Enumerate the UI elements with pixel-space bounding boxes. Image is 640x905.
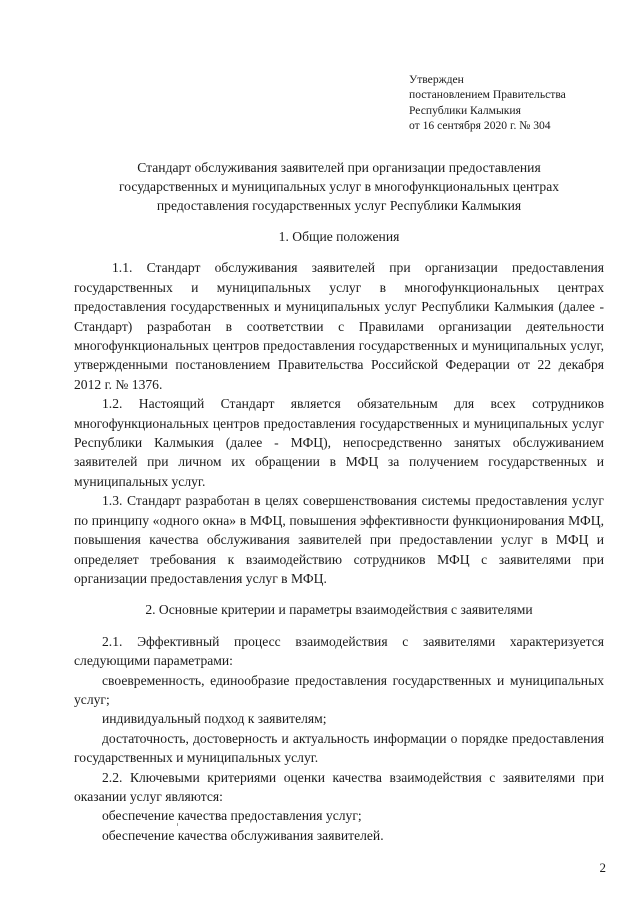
list-item-timeliness: своевременность, единообразие предоставления государственных и муниципальных услуг; [74,672,604,707]
approval-line-date: от 16 сентября 2020 г. № 304 [409,119,551,133]
list-item-information: достаточность, достоверность и актуальность информации о порядке предоставления государственных и муниципальных услуг. [74,730,604,766]
list-item-individual-approach: индивидуальный подход к заявителям; [102,711,327,727]
list-item-customer-quality: обеспечение качества обслуживания заявителей. [102,827,384,843]
paragraph-1-1: 1.1. Стандарт обслуживания заявителей при организации предоставления государственных и муниципальных услуг в многофункциональных центрах предоставления государственных и муниципальных услуг Республики Калмыкия (далее - Стандарт) разработан в соответствии с Правилами организации деятельности многофункциональных центров предоставления государственных и муниципальных услуг, утвержденными постановлением Правительства Российской Федерации от 22 декабря 2012 г. № 1376. [74,260,604,392]
approval-line-approved: Утвержден [409,73,464,86]
section-2-heading: 2. Основные критерии и параметры взаимодействия с заявителями [145,602,533,618]
approval-block [409,72,566,134]
section-1-heading: 1. Общие положения [278,229,400,244]
title-line-3: предоставления государственных услуг Республики Калмыкия [156,198,522,213]
title-line-1: Стандарт обслуживания заявителей при организации предоставления [137,160,541,175]
paragraph-2-2: 2.2. Ключевыми критериями оценки качества взаимодействия с заявителями при оказании услуг являются: [74,769,604,804]
list-item-service-quality: обеспечение качества предоставления услуг; [102,808,362,824]
paragraph-1-3: 1.3. Стандарт разработан в целях совершенствования системы предоставления услуг по принципу «одного окна» в МФЦ, повышения эффективности функционирования МФЦ, повышения качества обслуживания заявителей при предоставлении услуг в МФЦ и определяет требования к взаимодействию сотрудников МФЦ с заявителями при организации предоставления услуг в МФЦ. [74,493,604,586]
paragraph-1-2: 1.2. Настоящий Стандарт является обязательным для всех сотрудников многофункциональных центров предоставления государственных и муниципальных услуг Республики Калмыкия (далее - МФЦ), непосредственно занятых обслуживанием заявителей при личном их обращении в МФЦ за получением государственных и муниципальных услуг. [74,396,604,489]
approval-line-republic: Республики Калмыкия [409,103,521,117]
approval-line-resolution: постановлением Правительства [409,88,566,102]
scan-speck [177,823,178,826]
document-title [74,158,604,215]
document-body [74,158,604,845]
page-number: 2 [599,859,606,875]
title-line-2: государственных и муниципальных услуг в многофункциональных центрах [118,179,560,194]
paragraph-2-1: 2.1. Эффективный процесс взаимодействия с заявителями характеризуется следующими параметрами: [74,633,604,669]
